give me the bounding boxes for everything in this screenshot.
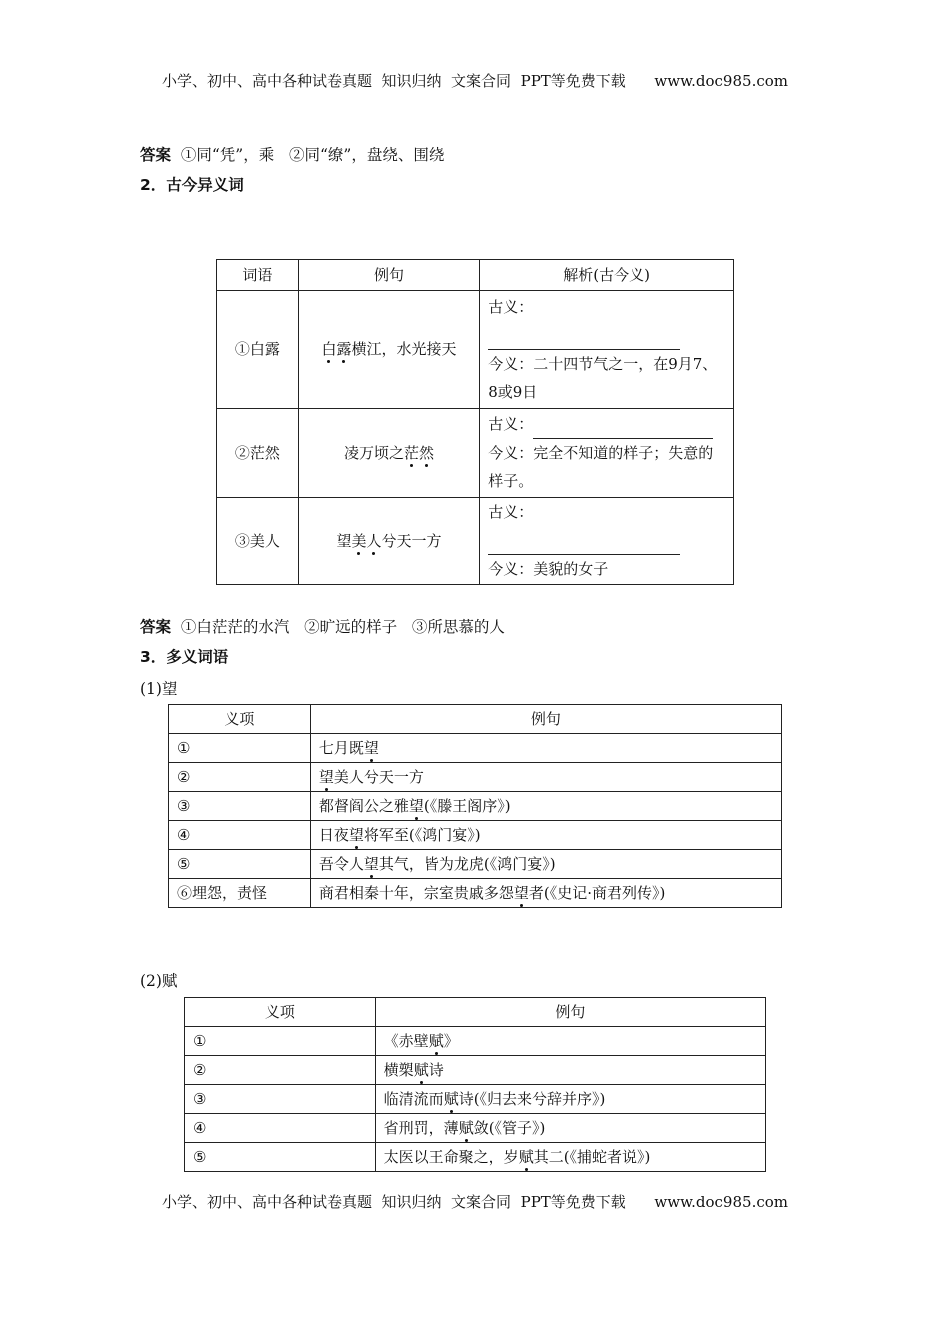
dotted-char: 赋 [443,1090,459,1108]
ancient-label: 古义： [488,415,534,434]
example-cell [298,498,479,585]
section-title-3: 3．多义词语 [140,648,229,666]
column-header: 例句 [298,260,479,291]
meaning-cell: ③ [169,792,311,821]
example-text: 其气，皆为龙虎(《鸿门宴》) [378,855,556,873]
dotted-char: 望 [363,739,379,757]
example-text: 诗(《归去来兮辞并序》) [458,1090,606,1108]
table-row [185,1027,766,1056]
section-title-2: 2．古今异义词 [140,176,244,194]
example-text: 望 [336,531,352,550]
duoyi-fu-table [184,997,766,1172]
example-text: 》 [443,1032,459,1050]
table-row [185,1114,766,1143]
table-header-row [185,998,766,1027]
dotted-char: 赋 [413,1061,429,1079]
example-text: 敛(《管子》) [473,1119,546,1137]
table-row [169,821,782,850]
modern-meaning: 今义：完全不知道的样子；失意的样子。 [488,443,714,491]
table-row [169,850,782,879]
table-row [169,734,782,763]
example-text: 日夜 [318,826,349,844]
example-cell [310,879,781,908]
example-text: 诗 [428,1061,444,1079]
word-cell: ②茫然 [217,409,299,498]
dotted-char: 望 [513,884,529,902]
analysis-cell [480,291,734,409]
column-header: 义项 [169,705,311,734]
example-text: 其二(《捕蛇者说》) [533,1148,651,1166]
page-header: 小学、初中、高中各种试卷真题 知识归纳 文案合同 PPT等免费下载 www.doc985.com [161,72,788,90]
table-row [169,763,782,792]
dotted-char: 望 [318,768,334,786]
example-text: 都督阎公之雅 [318,797,409,815]
example-cell [375,1143,765,1172]
example-text: 横槊 [383,1061,414,1079]
example-cell [298,291,479,409]
example-cell [375,1056,765,1085]
answer-label: 答案 [140,618,172,636]
duoyi-wang-table [168,704,782,908]
table-row [185,1143,766,1172]
example-text: 《赤壁 [383,1032,429,1050]
example-cell [310,734,781,763]
dotted-char: 赋 [428,1032,444,1050]
example-text: (《滕王阁序》) [423,797,511,815]
table-header-row [169,705,782,734]
table-row [217,409,734,498]
meaning-cell: ④ [169,821,311,850]
dotted-char: 人 [366,531,382,550]
word-cell: ③美人 [217,498,299,585]
table-row [217,498,734,585]
table-row [185,1085,766,1114]
column-header: 义项 [185,998,376,1027]
example-text: 省刑罚，薄 [383,1119,459,1137]
answer-text: ①白茫茫的水汽 ②旷远的样子 ③所思慕的人 [171,618,505,636]
gujin-yiyi-table [216,259,734,585]
modern-meaning: 今义：美貌的女子 [488,560,609,579]
dotted-char: 然 [418,443,434,462]
ancient-label: 古义： [488,503,534,522]
meaning-cell: ⑥埋怨，责怪 [169,879,311,908]
meaning-cell: ② [169,763,311,792]
table-row [185,1056,766,1085]
subsection-title-fu: (2)赋 [140,972,178,990]
table-row [217,291,734,409]
meaning-cell: ② [185,1056,376,1085]
word-cell: ①白露 [217,291,299,409]
example-cell [298,409,479,498]
dotted-char: 望 [348,826,364,844]
meaning-cell: ⑤ [185,1143,376,1172]
analysis-cell [480,498,734,585]
example-cell [375,1085,765,1114]
example-cell [310,792,781,821]
subsection-title-wang: (1)望 [140,680,178,698]
ancient-label: 古义： [488,297,534,316]
example-cell [310,850,781,879]
example-cell [310,821,781,850]
example-text: 者(《史记·商君列传》) [528,884,666,902]
answer-line-2 [140,615,505,637]
example-text: 临清流而 [383,1090,444,1108]
meaning-cell: ① [185,1027,376,1056]
table-row [169,879,782,908]
table-row [169,792,782,821]
example-text: 凌万顷之 [343,443,404,462]
page-footer: 小学、初中、高中各种试卷真题 知识归纳 文案合同 PPT等免费下载 www.doc985.com [161,1193,788,1211]
column-header: 词语 [217,260,299,291]
example-text: 吾令人 [318,855,364,873]
example-text: 太医以王命聚之，岁 [383,1148,519,1166]
meaning-cell: ④ [185,1114,376,1143]
table-header-row [217,260,734,291]
example-text: 将军至(《鸿门宴》) [363,826,481,844]
dotted-char: 茫 [403,443,419,462]
example-cell [310,763,781,792]
column-header: 例句 [375,998,765,1027]
example-text: 商君相秦十年，宗室贵戚多怨 [318,884,514,902]
answer-text: ①同“凭”，乘 ②同“缭”，盘绕、围绕 [171,146,445,164]
answer-blank [533,422,713,439]
meaning-cell: ⑤ [169,850,311,879]
answer-label: 答案 [140,146,172,164]
example-text: 横江，水光接天 [351,340,457,359]
answer-blank [488,333,680,350]
dotted-char: 望 [408,797,424,815]
column-header: 解析(古今义) [480,260,734,291]
answer-blank [488,538,680,555]
example-cell [375,1027,765,1056]
dotted-char: 美 [351,531,367,550]
example-text: 美人兮天一方 [333,768,424,786]
example-text: 兮天一方 [381,531,442,550]
answer-line-1 [140,143,444,165]
example-cell [375,1114,765,1143]
dotted-char: 赋 [458,1119,474,1137]
dotted-char: 白 [321,340,337,359]
analysis-cell [480,409,734,498]
dotted-char: 望 [363,855,379,873]
modern-meaning: 今义：二十四节气之一，在9月7、8或9日 [488,354,718,401]
example-text: 七月既 [318,739,364,757]
meaning-cell: ③ [185,1085,376,1114]
dotted-char: 赋 [518,1148,534,1166]
dotted-char: 露 [336,340,352,359]
meaning-cell: ① [169,734,311,763]
column-header: 例句 [310,705,781,734]
